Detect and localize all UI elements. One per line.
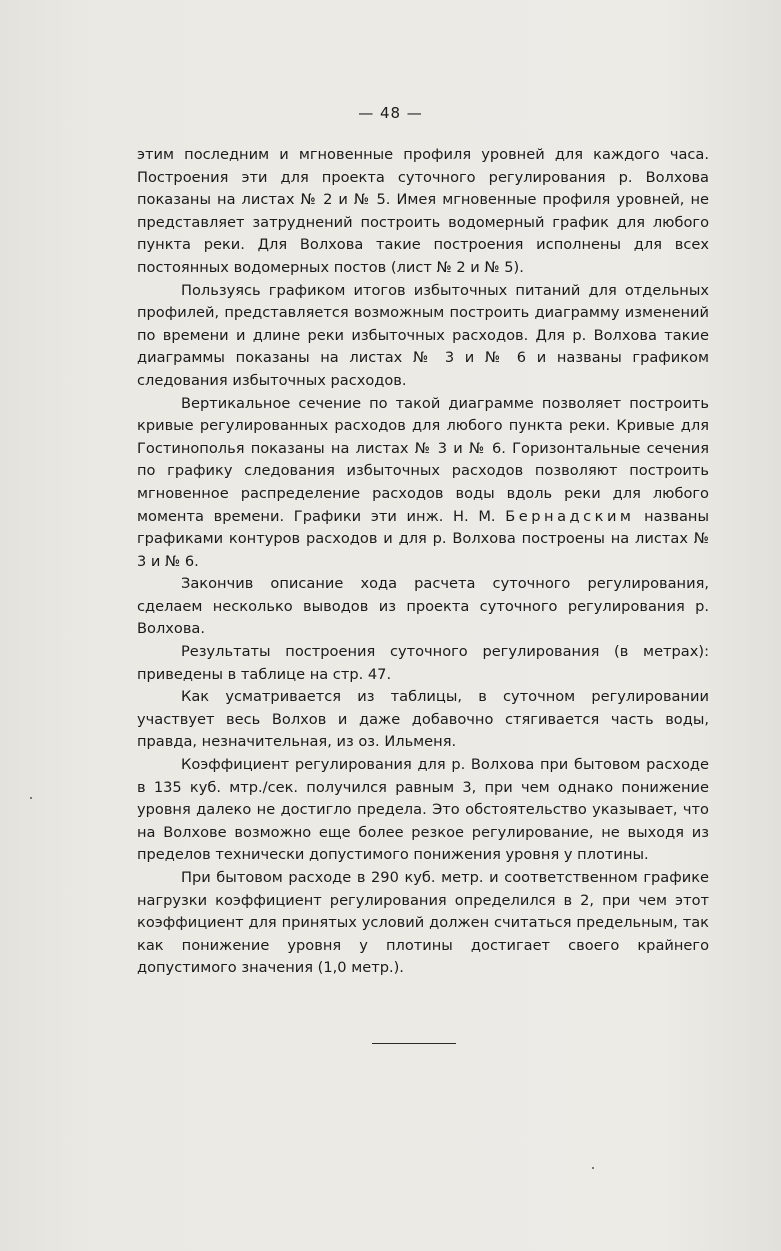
paragraph-5: Результаты построения суточного регулирования (в метрах): приведены в таблице на стр. 47. — [137, 643, 709, 683]
spaced-name: Бернадским — [505, 507, 635, 525]
paragraph-3-part-2: названы графиками контуров расходов и для р. Волхова построены на листах № 3 и № 6. — [137, 507, 709, 570]
paragraph-7: Коэффициент регулирования для р. Волхова при бытовом расходе в 135 куб. мтр./сек. получился равным 3, при чем однако понижение уровня далеко не достигло предела. Это обстоятельство указывает, что на Волхове возможно еще более резкое регулирование, не выходя из пределов технически допустимого понижения уровня у плотины. — [137, 756, 709, 864]
paragraph-4: Закончив описание хода расчета суточного регулирования, сделаем несколько выводов из проекта суточного регулирования р. Волхова. — [137, 575, 709, 638]
page-number: — 48 — — [358, 104, 423, 122]
end-rule — [372, 1043, 456, 1044]
paragraph-2: Пользуясь графиком итогов избыточных питаний для отдельных профилей, представляется возможным построить диаграмму изменений по времени и длине реки избыточных расходов. Для р. Волхова такие диаграммы показаны на листах № 3 и № 6 и названы графиком следования избыточных расходов. — [137, 281, 709, 389]
paragraph-3 — [137, 393, 709, 574]
paragraph-6: Как усматривается из таблицы, в суточном регулировании участвует весь Волхов и даже добавочно стягивается часть воды, правда, незначительная, из оз. Ильменя. — [137, 688, 709, 751]
scan-speck — [30, 797, 32, 799]
body-text — [137, 144, 709, 980]
paragraph-3-part-1: Вертикальное сечение по такой диаграмме позволяет построить кривые регулированных расходов для любого пункта реки. Кривые для Гостинополья показаны на листах № 3 и № 6. Горизонтальные сечения по графику следования избыточных расходов позволяют построить мгновенное распределение расходов воды вдоль реки для любого момента времени. Графики эти инж. Н. М. — [137, 394, 709, 525]
scan-speck — [592, 1167, 594, 1169]
paragraph-1: этим последним и мгновенные профиля уровней для каждого часа. Построения эти для проекта суточного регулирования р. Волхова показаны на листах № 2 и № 5. Имея мгновенные профиля уровней, не представляет затруднений построить водомерный график для любого пункта реки. Для Волхова такие построения исполнены для всех постоянных водомерных постов (лист № 2 и № 5). — [137, 146, 709, 276]
paragraph-8: При бытовом расходе в 290 куб. метр. и соответственном графике нагрузки коэффициент регулирования определился в 2, при чем этот коэффициент для принятых условий должен считаться предельным, так как понижение уровня у плотины достигает своего крайнего допустимого значения (1,0 метр.). — [137, 869, 709, 977]
